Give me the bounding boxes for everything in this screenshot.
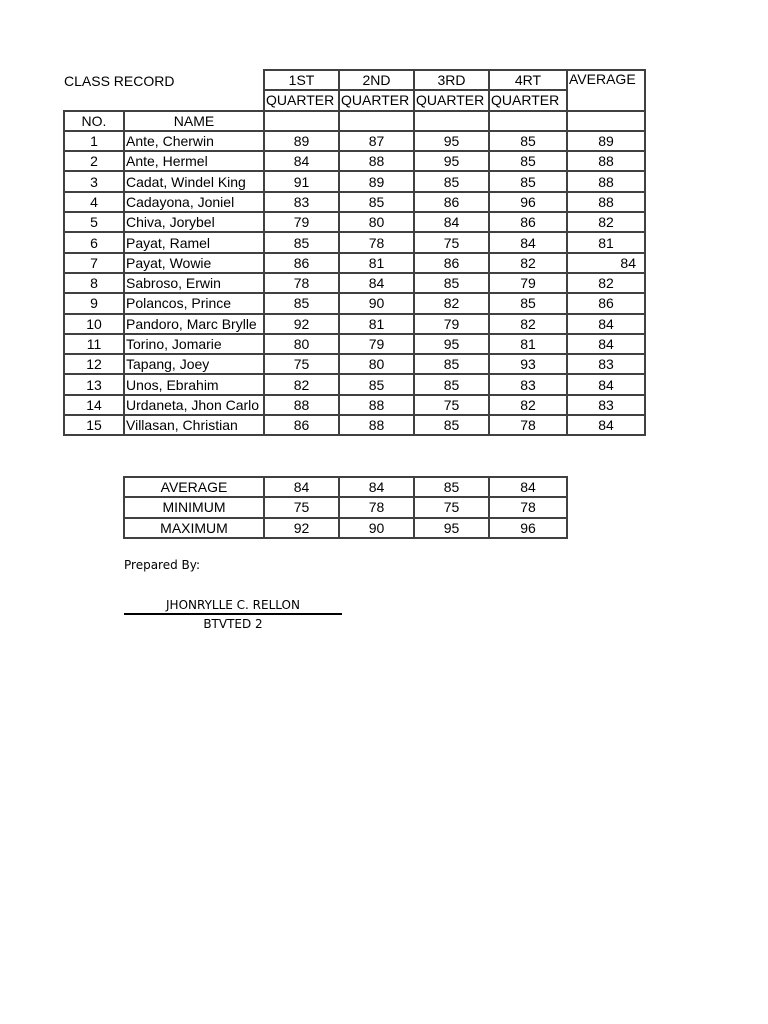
grade-q4: 93	[489, 354, 567, 374]
student-no: 4	[64, 192, 124, 212]
summary-row	[124, 518, 567, 538]
student-name: Payat, Ramel	[124, 232, 264, 252]
student-name: Cadat, Windel King	[124, 171, 264, 191]
grade-q2: 85	[339, 374, 414, 394]
grade-q1: 83	[264, 192, 339, 212]
table-row	[64, 415, 645, 435]
grade-q3: 84	[414, 212, 489, 232]
grade-q3: 75	[414, 232, 489, 252]
student-average: 83	[567, 395, 645, 415]
grade-q2: 85	[339, 192, 414, 212]
student-average: 89	[567, 131, 645, 151]
student-no: 14	[64, 395, 124, 415]
table-row	[64, 232, 645, 252]
grade-q1: 88	[264, 395, 339, 415]
table-row	[64, 354, 645, 374]
signer-name: JHONRYLLE C. RELLON	[124, 598, 342, 615]
table-row	[64, 395, 645, 415]
header-row-quarter	[64, 90, 645, 110]
summary-label: AVERAGE	[124, 477, 264, 497]
prepared-by-label: Prepared By:	[124, 558, 201, 572]
student-name: Urdaneta, Jhon Carlo	[124, 395, 264, 415]
student-name: Unos, Ebrahim	[124, 374, 264, 394]
student-average: 84	[567, 253, 645, 273]
summary-q4: 84	[489, 477, 567, 497]
grade-q2: 88	[339, 395, 414, 415]
header-quarter: QUARTER	[264, 90, 339, 110]
student-no: 2	[64, 151, 124, 171]
student-name: Villasan, Christian	[124, 415, 264, 435]
summary-row	[124, 477, 567, 497]
student-name: Chiva, Jorybel	[124, 212, 264, 232]
student-name: Ante, Cherwin	[124, 131, 264, 151]
grade-q3: 85	[414, 171, 489, 191]
summary-q4: 96	[489, 518, 567, 538]
grade-q2: 90	[339, 293, 414, 313]
grade-q2: 80	[339, 212, 414, 232]
class-record-title: CLASS RECORD	[64, 73, 175, 89]
student-average: 82	[567, 212, 645, 232]
grade-q3: 95	[414, 131, 489, 151]
table-row	[64, 273, 645, 293]
table-row	[64, 374, 645, 394]
student-name: Payat, Wowie	[124, 253, 264, 273]
summary-q3: 95	[414, 518, 489, 538]
header-name: NAME	[124, 111, 264, 131]
summary-q1: 75	[264, 497, 339, 517]
student-name: Cadayona, Joniel	[124, 192, 264, 212]
grade-q3: 86	[414, 192, 489, 212]
summary-q1: 84	[264, 477, 339, 497]
grade-q3: 82	[414, 293, 489, 313]
summary-q2: 90	[339, 518, 414, 538]
grade-q4: 85	[489, 131, 567, 151]
grade-q4: 82	[489, 395, 567, 415]
grade-q4: 83	[489, 374, 567, 394]
summary-label: MAXIMUM	[124, 518, 264, 538]
grade-q4: 96	[489, 192, 567, 212]
grade-q3: 95	[414, 334, 489, 354]
grade-q3: 79	[414, 314, 489, 334]
grade-q1: 75	[264, 354, 339, 374]
student-no: 11	[64, 334, 124, 354]
summary-q3: 85	[414, 477, 489, 497]
grade-q4: 79	[489, 273, 567, 293]
class-record-table	[63, 69, 646, 436]
student-average: 84	[567, 374, 645, 394]
student-no: 12	[64, 354, 124, 374]
grade-q4: 81	[489, 334, 567, 354]
student-average: 88	[567, 192, 645, 212]
student-name: Tapang, Joey	[124, 354, 264, 374]
student-name: Pandoro, Marc Brylle	[124, 314, 264, 334]
header-q4: 4RT	[489, 70, 567, 90]
student-no: 1	[64, 131, 124, 151]
table-row	[64, 212, 645, 232]
summary-q3: 75	[414, 497, 489, 517]
grade-q1: 84	[264, 151, 339, 171]
header-row-top	[64, 70, 645, 90]
student-no: 15	[64, 415, 124, 435]
grade-q3: 85	[414, 374, 489, 394]
grade-q3: 86	[414, 253, 489, 273]
grade-q1: 78	[264, 273, 339, 293]
student-name: Sabroso, Erwin	[124, 273, 264, 293]
table-row	[64, 151, 645, 171]
student-no: 5	[64, 212, 124, 232]
summary-row	[124, 497, 567, 517]
grade-q3: 85	[414, 273, 489, 293]
student-no: 3	[64, 171, 124, 191]
student-average: 88	[567, 151, 645, 171]
grade-q1: 82	[264, 374, 339, 394]
grade-q1: 85	[264, 293, 339, 313]
grade-q3: 75	[414, 395, 489, 415]
student-average: 83	[567, 354, 645, 374]
grade-q4: 85	[489, 171, 567, 191]
student-no: 13	[64, 374, 124, 394]
grade-q2: 88	[339, 415, 414, 435]
student-no: 8	[64, 273, 124, 293]
student-no: 10	[64, 314, 124, 334]
student-name: Polancos, Prince	[124, 293, 264, 313]
student-no: 6	[64, 232, 124, 252]
header-no: NO.	[64, 111, 124, 131]
summary-q2: 78	[339, 497, 414, 517]
header-q3: 3RD	[414, 70, 489, 90]
grade-q1: 91	[264, 171, 339, 191]
table-row	[64, 131, 645, 151]
student-average: 82	[567, 273, 645, 293]
summary-q1: 92	[264, 518, 339, 538]
grade-q1: 85	[264, 232, 339, 252]
grade-q1: 80	[264, 334, 339, 354]
grade-q3: 85	[414, 415, 489, 435]
table-row	[64, 253, 645, 273]
grade-q2: 80	[339, 354, 414, 374]
header-quarter: QUARTER	[339, 90, 414, 110]
header-quarter: QUARTER	[414, 90, 489, 110]
student-name: Torino, Jomarie	[124, 334, 264, 354]
header-average: AVERAGE	[567, 70, 645, 111]
header-q1: 1ST	[264, 70, 339, 90]
grade-q4: 84	[489, 232, 567, 252]
table-row	[64, 171, 645, 191]
header-row-labels	[64, 111, 645, 131]
grade-q3: 85	[414, 354, 489, 374]
grade-q2: 81	[339, 253, 414, 273]
header-quarter: QUARTER	[489, 90, 567, 110]
student-average: 81	[567, 232, 645, 252]
student-no: 9	[64, 293, 124, 313]
table-row	[64, 293, 645, 313]
grade-q1: 92	[264, 314, 339, 334]
grade-q4: 82	[489, 314, 567, 334]
grade-q2: 87	[339, 131, 414, 151]
grade-q2: 79	[339, 334, 414, 354]
student-name: Ante, Hermel	[124, 151, 264, 171]
grade-q1: 79	[264, 212, 339, 232]
summary-label: MINIMUM	[124, 497, 264, 517]
student-average: 88	[567, 171, 645, 191]
grade-q2: 78	[339, 232, 414, 252]
table-row	[64, 314, 645, 334]
grade-q3: 95	[414, 151, 489, 171]
header-q2: 2ND	[339, 70, 414, 90]
grade-q4: 78	[489, 415, 567, 435]
student-average: 84	[567, 314, 645, 334]
grade-q2: 88	[339, 151, 414, 171]
summary-table	[123, 476, 568, 539]
signer-role: BTVTED 2	[203, 617, 263, 631]
grade-q1: 86	[264, 415, 339, 435]
grade-q1: 89	[264, 131, 339, 151]
table-row	[64, 192, 645, 212]
grade-q4: 85	[489, 151, 567, 171]
student-average: 84	[567, 334, 645, 354]
student-average: 84	[567, 415, 645, 435]
summary-q4: 78	[489, 497, 567, 517]
grade-q2: 84	[339, 273, 414, 293]
grade-q4: 86	[489, 212, 567, 232]
grade-q2: 89	[339, 171, 414, 191]
table-row	[64, 334, 645, 354]
grade-q4: 82	[489, 253, 567, 273]
student-average: 86	[567, 293, 645, 313]
summary-q2: 84	[339, 477, 414, 497]
grade-q2: 81	[339, 314, 414, 334]
student-no: 7	[64, 253, 124, 273]
grade-q4: 85	[489, 293, 567, 313]
grade-q1: 86	[264, 253, 339, 273]
